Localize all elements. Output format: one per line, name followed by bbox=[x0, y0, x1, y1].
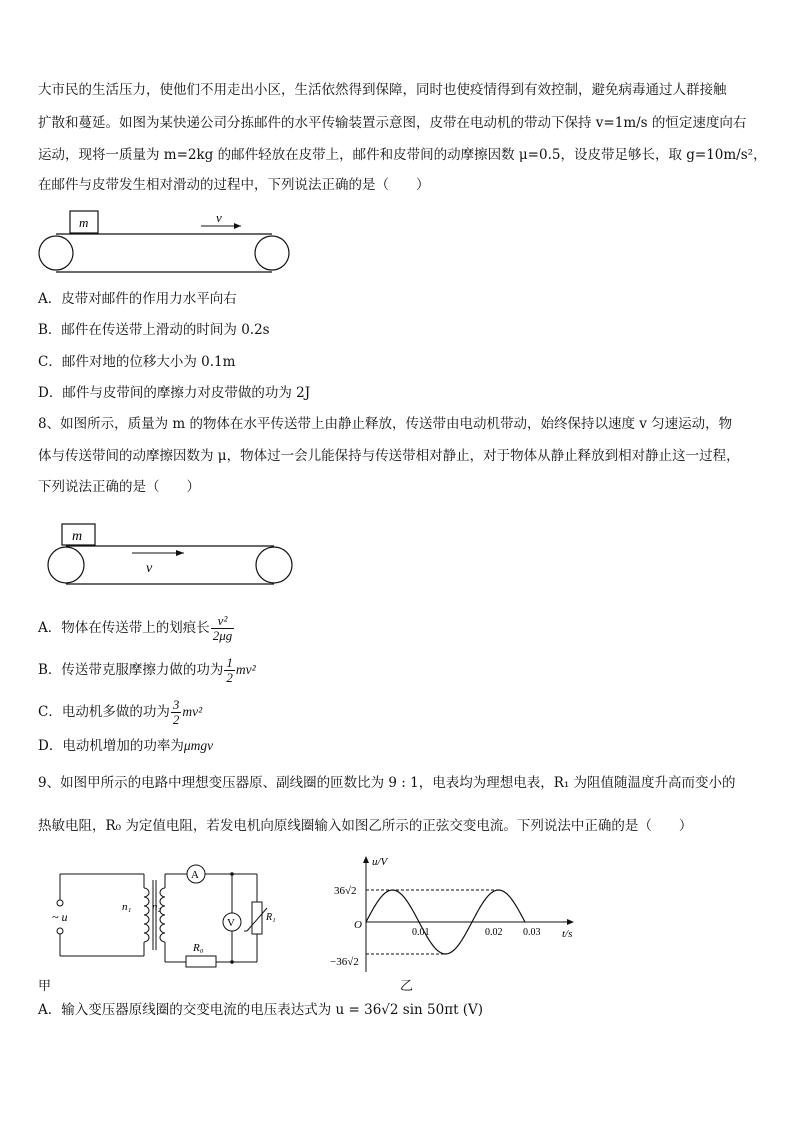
q8-option-a-fraction bbox=[211, 614, 235, 643]
q9-graph-tick-3: 0.03 bbox=[523, 927, 541, 938]
q7-text-line-3: 运动，现将一质量为 m=2kg 的邮件轻放在皮带上，邮件和皮带间的动摩擦因数 μ=0.5，设皮带足够长，取 g=10m/s²， bbox=[38, 147, 767, 163]
q9-graph-ymin-label: −36√2 bbox=[330, 956, 359, 968]
q9-voltage-graph bbox=[330, 852, 586, 977]
q8-block-label: m bbox=[72, 529, 83, 544]
q9-circuit-caption: 甲 bbox=[38, 979, 52, 994]
q8-option-a-numerator: v² bbox=[211, 614, 235, 629]
q8-option-b-numerator: 1 bbox=[226, 655, 233, 670]
q9-source-label: ~ u bbox=[52, 910, 68, 924]
q9-r0-label: R₀ bbox=[193, 942, 204, 954]
q8-option-b-fraction bbox=[224, 656, 235, 685]
q8-option-a-denominator: 2μg bbox=[212, 628, 233, 643]
q9-voltmeter-label: V bbox=[227, 917, 235, 929]
q8-option-c-expression: mv² bbox=[182, 704, 203, 719]
q9-graph-xlabel: t/s bbox=[562, 928, 573, 940]
q7-velocity-label: v bbox=[216, 210, 222, 225]
q8-option-a-text: A．物体在传送带上的划痕长 bbox=[38, 620, 210, 636]
q8-option-b-denominator: 2 bbox=[226, 670, 233, 685]
q9-graph-tick-1: 0.01 bbox=[412, 927, 430, 938]
q8-text-line-2: 体与传送带间的动摩擦因数为 μ，物体过一会儿能保持与传送带相对静止，对于物体从静止释放到相对静止这一过程， bbox=[38, 448, 740, 464]
q8-option-c bbox=[38, 698, 202, 727]
q8-text-line-1: 8、如图所示，质量为 m 的物体在水平传送带上由静止释放，传送带由电动机带动，始终保持以速度 v 匀速运动，物 bbox=[38, 416, 733, 432]
q8-option-c-fraction bbox=[171, 698, 182, 727]
q7-option-c: C．邮件对地的位移大小为 0.1m bbox=[38, 354, 236, 370]
q9-text-line-2: 热敏电阻，R₀ 为定值电阻，若发电机向原线圈输入如图乙所示的正弦交变电流。下列说法中正确的是（ ） bbox=[38, 818, 693, 834]
q7-option-a: A．皮带对邮件的作用力水平向右 bbox=[38, 291, 237, 307]
q7-option-d: D．邮件与皮带间的摩擦力对皮带做的功为 2J bbox=[38, 385, 311, 401]
q8-option-a bbox=[38, 614, 235, 643]
q8-text-line-3: 下列说法正确的是（ ） bbox=[38, 479, 200, 495]
q8-option-c-text: C．电动机多做的功为 bbox=[38, 704, 170, 720]
q9-graph-origin: O bbox=[354, 919, 362, 931]
q9-graph-caption: 乙 bbox=[400, 979, 414, 994]
q9-option-a: A．输入变压器原线圈的交变电流的电压表达式为 u = 36√2 sin 50πt (V) bbox=[38, 1002, 484, 1018]
q8-conveyor-figure bbox=[44, 522, 296, 586]
q7-text-line-2: 扩散和蔓延。如图为某快递公司分拣邮件的水平传输装置示意图，皮带在电动机的带动下保持 v=1m/s 的恒定速度向右 bbox=[38, 115, 747, 131]
q8-option-c-numerator: 3 bbox=[172, 697, 180, 712]
q7-option-b: B．邮件在传送带上滑动的时间为 0.2s bbox=[38, 322, 270, 338]
q9-text-line-1: 9、如图甲所示的电路中理想变压器原、副线圈的匝数比为 9 : 1，电表均为理想电表，R₁ 为阻值随温度升高而变小的 bbox=[38, 775, 736, 791]
q9-circuit-diagram bbox=[36, 858, 286, 973]
q9-n1-label: n₁ bbox=[122, 901, 132, 913]
q8-option-d-text: D．电动机增加的功率为 bbox=[38, 738, 184, 754]
q7-box-label: m bbox=[79, 215, 89, 230]
q8-option-d bbox=[38, 736, 213, 756]
q8-option-b bbox=[38, 656, 256, 685]
q7-text-line-1: 大市民的生活压力，使他们不用走出小区，生活依然得到保障，同时也使疫情得到有效控制，避免病毒通过人群接触 bbox=[38, 82, 727, 98]
q7-text-line-4: 在邮件与皮带发生相对滑动的过程中，下列说法正确的是（ ） bbox=[38, 177, 430, 193]
q8-option-d-expression: μmgv bbox=[183, 738, 214, 753]
q8-option-b-text: B．传送带克服摩擦力做的功为 bbox=[38, 662, 224, 678]
q9-graph-tick-2: 0.02 bbox=[485, 927, 503, 938]
q9-r1-label: R₁ bbox=[266, 912, 276, 923]
q9-n2-label: n₂ bbox=[152, 901, 162, 913]
q7-conveyor-figure bbox=[36, 206, 296, 274]
q8-option-b-expression: mv² bbox=[235, 662, 256, 677]
q9-ammeter-label: A bbox=[191, 869, 199, 881]
q9-graph-ylabel: u/V bbox=[372, 856, 388, 868]
q9-graph-ymax-label: 36√2 bbox=[334, 885, 357, 897]
q8-velocity-label: v bbox=[146, 561, 153, 576]
q8-option-c-denominator: 2 bbox=[172, 712, 180, 727]
